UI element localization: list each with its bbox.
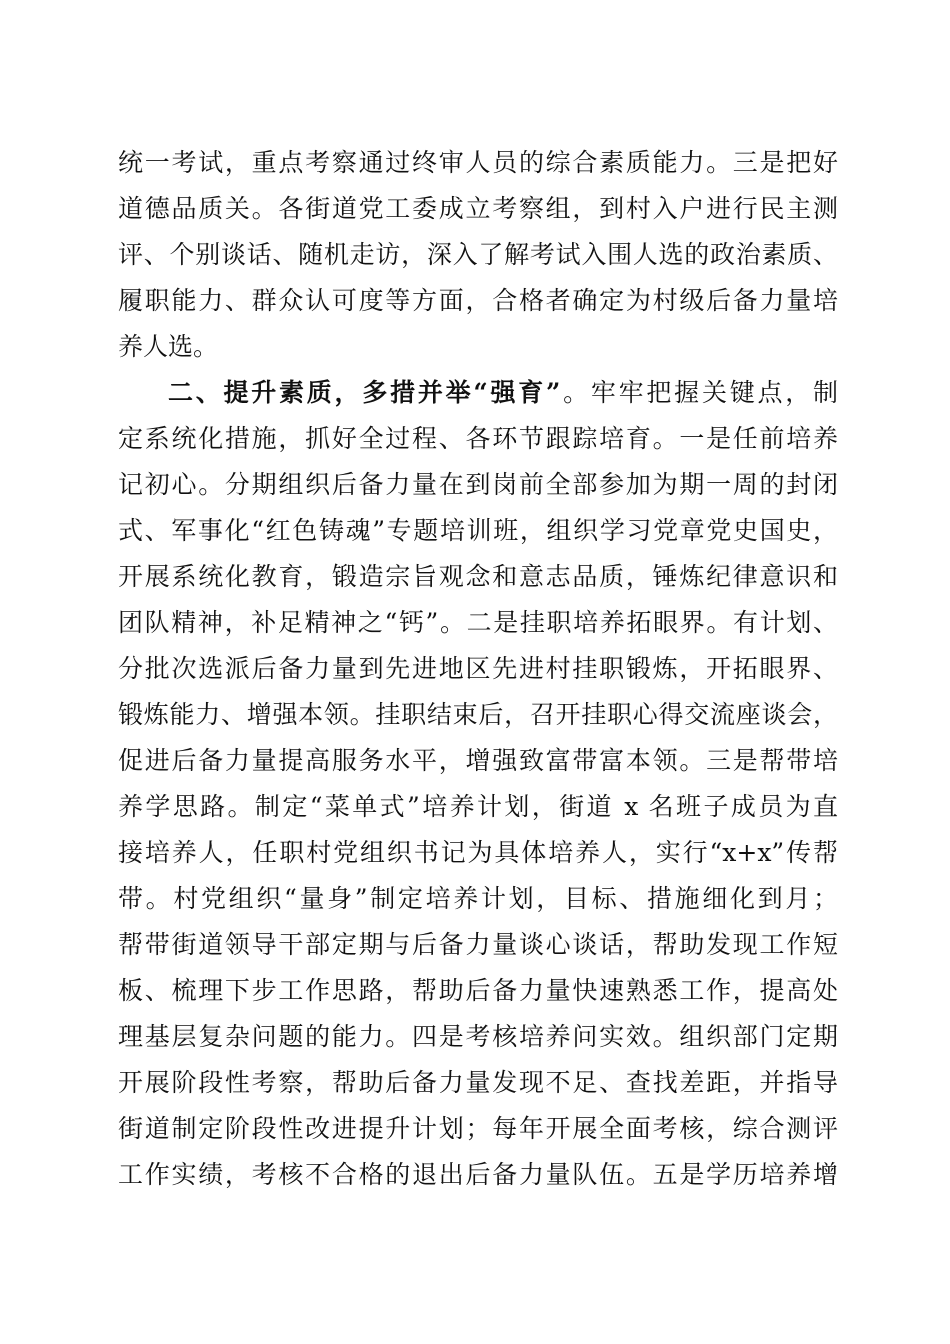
paragraph-2-line-3: 记初心。分期组织后备力量在到岗前全部参加为期一周的封闭 — [118, 470, 838, 499]
paragraph-2-line-1-rest: 。牢牢把握关键点，制 — [560, 378, 838, 407]
paragraph-1-line-3: 评、个别谈话、随机走访，深入了解考试入围人选的政治素质、 — [118, 240, 838, 269]
paragraph-2-line-10: 养学思路。制定“菜单式”培养计划，街道 x 名班子成员为直 — [118, 792, 838, 821]
paragraph-2-line-13: 帮带街道领导干部定期与后备力量谈心谈话，帮助发现工作短 — [118, 930, 838, 959]
paragraph-1-line-5: 养人选。 — [118, 332, 219, 361]
paragraph-2-line-6: 团队精神，补足精神之“钙”。二是挂职培养拓眼界。有计划、 — [118, 608, 838, 637]
paragraph-2-line-17: 街道制定阶段性改进提升计划；每年开展全面考核，综合测评 — [118, 1114, 838, 1143]
section-heading: 二、提升素质，多措并举“强育” — [168, 378, 561, 407]
paragraph-1-line-2: 道德品质关。各街道党工委成立考察组，到村入户进行民主测 — [118, 194, 838, 223]
paragraph-2-line-15: 理基层复杂问题的能力。四是考核培养问实效。组织部门定期 — [118, 1022, 838, 1051]
paragraph-2-line-16: 开展阶段性考察，帮助后备力量发现不足、查找差距，并指导 — [118, 1068, 838, 1097]
paragraph-2-line-12: 带。村党组织“量身”制定培养计划，目标、措施细化到月； — [118, 884, 838, 913]
paragraph-2-line-18: 工作实绩，考核不合格的退出后备力量队伍。五是学历培养增 — [118, 1160, 838, 1189]
paragraph-2-line-7: 分批次选派后备力量到先进地区先进村挂职锻炼，开拓眼界、 — [118, 654, 838, 683]
document-body — [118, 140, 838, 1198]
paragraph-2-line-14: 板、梳理下步工作思路，帮助后备力量快速熟悉工作，提高处 — [118, 976, 838, 1005]
paragraph-2-line-1 — [118, 370, 838, 416]
paragraph-2-line-8: 锻炼能力、增强本领。挂职结束后，召开挂职心得交流座谈会， — [118, 700, 838, 729]
paragraph-2-line-4: 式、军事化“红色铸魂”专题培训班，组织学习党章党史国史， — [118, 516, 838, 545]
paragraph-1-line-1: 统一考试，重点考察通过终审人员的综合素质能力。三是把好 — [118, 148, 838, 177]
paragraph-2-line-2: 定系统化措施，抓好全过程、各环节跟踪培育。一是任前培养 — [118, 424, 838, 453]
paragraph-2-line-9: 促进后备力量提高服务水平，增强致富带富本领。三是帮带培 — [118, 746, 838, 775]
paragraph-1-line-4: 履职能力、群众认可度等方面，合格者确定为村级后备力量培 — [118, 286, 838, 315]
paragraph-2-line-5: 开展系统化教育，锻造宗旨观念和意志品质，锤炼纪律意识和 — [118, 562, 838, 591]
paragraph-2-line-11: 接培养人，任职村党组织书记为具体培养人，实行“x+x”传帮 — [118, 838, 838, 867]
